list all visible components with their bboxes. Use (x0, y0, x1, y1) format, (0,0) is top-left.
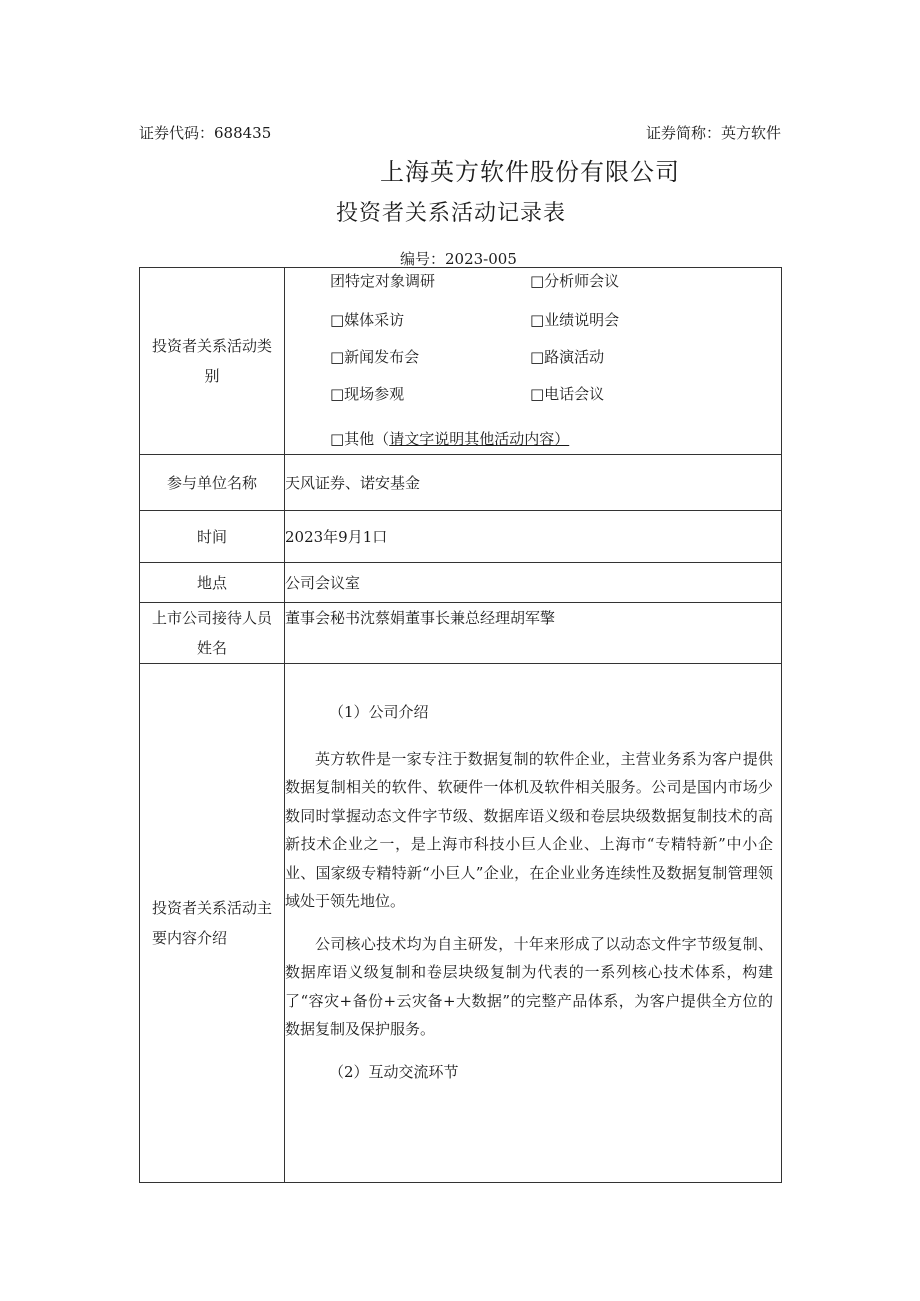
option-media-interview[interactable]: □媒体采访 (330, 311, 405, 329)
activity-record-table (139, 267, 782, 1183)
option-analyst-meeting[interactable]: □分析师会议 (530, 272, 620, 290)
row-time (140, 511, 782, 563)
value-reception: 董事会秘书沈蔡娟董事长兼总经理胡军擎 (285, 603, 782, 664)
label-line: 投资者关系活动类 (151, 337, 272, 355)
option-specific-object-research[interactable]: 团特定对象调研 (330, 272, 436, 290)
label-reception (140, 603, 285, 664)
section-title-company-intro: （1）公司介绍 (329, 703, 429, 721)
label-activity-type (140, 268, 285, 455)
label-line: 要内容介绍 (151, 929, 227, 947)
paragraph-core-tech: 公司核心技术均为自主研发，十年来形成了以动态文件字节级复制、数据库语义级复制和卷层块级复制为代表的一系列核心技术体系，构建了“容灾+备份+云灾备+大数据”的完整产品体系，为客户提供全方位的数据复制及保护服务。 (285, 934, 773, 1038)
label-participants: 参与单位名称 (140, 455, 285, 511)
option-roadshow[interactable]: □路演活动 (530, 348, 605, 366)
security-abbreviation: 证券简称：英方软件 (645, 124, 781, 142)
option-press-conference[interactable]: □新闻发布会 (330, 348, 420, 366)
option-earnings-briefing[interactable]: □业绩说明会 (530, 311, 620, 329)
label-time: 时间 (140, 511, 285, 563)
paragraph-company-intro: 英方软件是一家专注于数据复制的软件企业，主营业务系为客户提供数据复制相关的软件、软硬件一体机及软件相关服务。公司是国内市场少数同时掌握动态文件字节级、数据库语义级和卷层块级数据复制技术的高新技术企业之一，是上海市科技小巨人企业、上海市“专精特新”中小企业、国家级专精特新“小巨人”企业，在企业业务连续性及数据复制管理领域处于领先地位。 (285, 749, 773, 910)
value-participants: 天风证券、诺安基金 (285, 455, 782, 511)
option-other[interactable] (330, 428, 569, 449)
label-line: 姓名 (196, 639, 227, 657)
label-line: 上市公司接待人员 (151, 609, 272, 627)
option-other-prefix: □其他（ (330, 430, 390, 448)
row-reception (140, 603, 782, 664)
label-line: 投资者关系活动主 (151, 899, 272, 917)
label-location: 地点 (140, 563, 285, 603)
option-other-description: 请文字说明其他活动内容） (389, 430, 570, 448)
row-participants (140, 455, 782, 511)
value-location: 公司会议室 (285, 563, 782, 603)
activity-type-options (285, 268, 782, 455)
row-activity-type (140, 268, 782, 455)
section-title-interaction: （2）互动交流环节 (329, 1062, 459, 1081)
report-title: 投资者关系活动记录表 (336, 201, 567, 226)
label-main-content (140, 664, 285, 1183)
company-name: 上海英方软件股份有限公司 (380, 158, 680, 186)
value-time: 2023年9月1口 (285, 511, 782, 563)
label-line: 别 (204, 367, 220, 385)
document-number: 编号：2023-005 (400, 250, 517, 268)
option-conference-call[interactable]: □电话会议 (530, 385, 605, 403)
row-main-content (140, 664, 782, 1183)
row-location (140, 563, 782, 603)
option-site-visit[interactable]: □现场参观 (330, 385, 405, 403)
value-main-content (285, 664, 782, 1183)
security-code: 证券代码：688435 (139, 124, 272, 142)
